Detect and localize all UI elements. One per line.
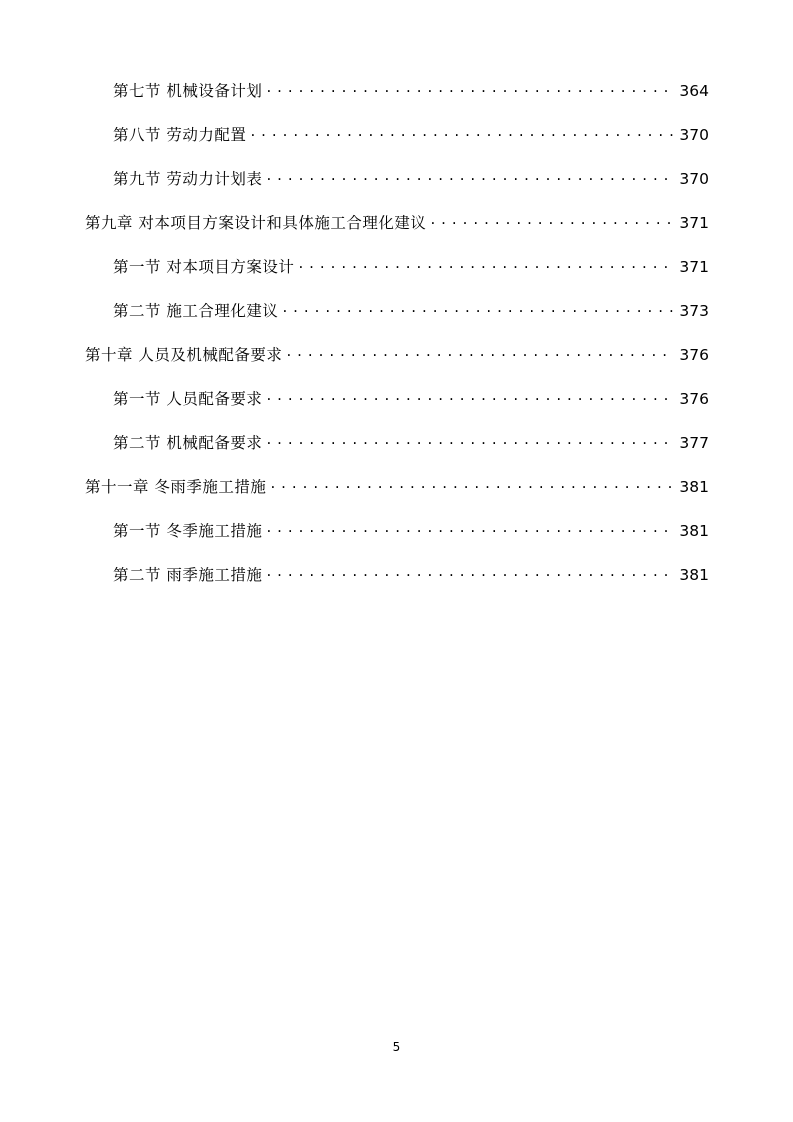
toc-entry-page: 376 [679, 389, 709, 408]
table-of-contents [85, 80, 709, 608]
toc-leader-dots [286, 344, 674, 360]
toc-entry[interactable] [85, 168, 709, 212]
toc-entry-page: 370 [679, 125, 709, 144]
toc-entry-label: 第八节 劳动力配置 [113, 125, 247, 144]
toc-leader-dots [266, 80, 674, 96]
toc-leader-dots [266, 388, 674, 404]
toc-entry-page: 371 [679, 213, 709, 232]
toc-entry-label: 第二节 雨季施工措施 [113, 565, 263, 584]
toc-entry[interactable] [85, 256, 709, 300]
toc-entry-label: 第一节 冬季施工措施 [113, 521, 263, 540]
toc-entry-label: 第九章 对本项目方案设计和具体施工合理化建议 [85, 213, 427, 232]
toc-entry[interactable] [85, 124, 709, 168]
toc-entry[interactable] [85, 212, 709, 256]
toc-entry-page: 377 [679, 433, 709, 452]
toc-entry-label: 第九节 劳动力计划表 [113, 169, 263, 188]
toc-entry[interactable] [85, 80, 709, 124]
toc-entry-label: 第十章 人员及机械配备要求 [85, 345, 283, 364]
toc-leader-dots [298, 256, 674, 272]
toc-entry-page: 381 [679, 477, 709, 496]
toc-entry-page: 376 [679, 345, 709, 364]
toc-entry[interactable] [85, 520, 709, 564]
toc-entry-page: 370 [679, 169, 709, 188]
page-number: 5 [392, 1040, 401, 1054]
toc-entry[interactable] [85, 476, 709, 520]
toc-leader-dots [266, 520, 674, 536]
toc-entry[interactable] [85, 344, 709, 388]
toc-entry-label: 第七节 机械设备计划 [113, 81, 263, 100]
toc-entry[interactable] [85, 432, 709, 476]
toc-entry[interactable] [85, 564, 709, 608]
toc-entry-page: 371 [679, 257, 709, 276]
toc-entry-label: 第一节 对本项目方案设计 [113, 257, 295, 276]
toc-entry-page: 373 [679, 301, 709, 320]
toc-leader-dots [430, 212, 674, 228]
toc-leader-dots [266, 168, 674, 184]
toc-entry[interactable] [85, 388, 709, 432]
toc-leader-dots [266, 432, 674, 448]
toc-entry-label: 第二节 施工合理化建议 [113, 301, 279, 320]
toc-entry-page: 364 [679, 81, 709, 100]
toc-entry-label: 第二节 机械配备要求 [113, 433, 263, 452]
toc-leader-dots [282, 300, 674, 316]
toc-entry[interactable] [85, 300, 709, 344]
toc-entry-label: 第一节 人员配备要求 [113, 389, 263, 408]
toc-entry-label: 第十一章 冬雨季施工措施 [85, 477, 267, 496]
toc-entry-page: 381 [679, 521, 709, 540]
toc-leader-dots [270, 476, 674, 492]
toc-leader-dots [250, 124, 674, 140]
toc-entry-page: 381 [679, 565, 709, 584]
toc-leader-dots [266, 564, 674, 580]
